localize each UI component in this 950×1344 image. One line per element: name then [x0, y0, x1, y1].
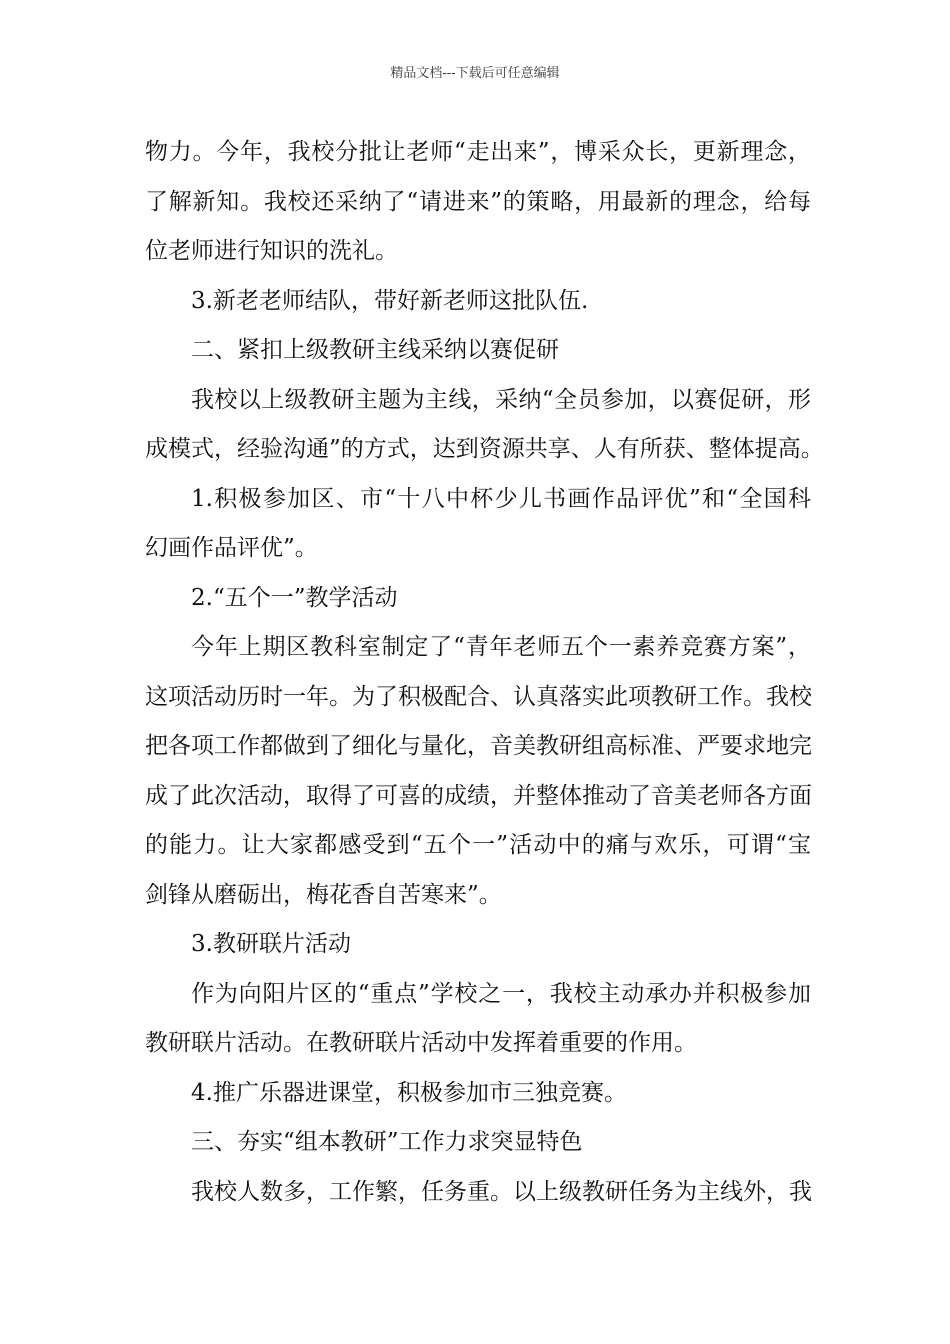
text-line: 幻画作品评优”。	[145, 535, 318, 561]
text-line: 了解新知。我校还采纳了“请进来”的策略，用最新的理念，给每	[145, 188, 811, 215]
text-line: 2.“五个一”教学活动	[191, 584, 398, 611]
text-line: 教研联片活动。在教研联片活动中发挥着重要的作用。	[145, 1030, 697, 1056]
text-line: 三、夯实“组本教研”工作力求突显特色	[191, 1129, 583, 1155]
text-line: 这项活动历时一年。为了积极配合、认真落实此项教研工作。我校	[145, 683, 812, 710]
text-line: 3.新老老师结队，带好新老师这批队伍.	[191, 287, 589, 314]
text-line: 1.积极参加区、市“十八中杯少儿书画作品评优”和“全国科	[191, 485, 811, 512]
text-line: 4.推广乐器进课堂，积极参加市三独竞赛。	[191, 1079, 627, 1106]
text-line: 二、紧扣上级教研主线采纳以赛促研	[191, 337, 559, 363]
text-line: 位老师进行知识的洗礼。	[145, 238, 398, 264]
text-line: 3.教研联片活动	[191, 931, 351, 957]
text-line: 物力。今年，我校分批让老师“走出来”，博采众长，更新理念，	[145, 139, 811, 165]
text-line: 成模式，经验沟通”的方式，达到资源共享、人有所获、整体提高。	[145, 436, 824, 462]
text-line: 的能力。让大家都感受到“五个一”活动中的痛与欢乐，可谓“宝	[145, 832, 811, 858]
text-line: 我校人数多，工作繁，任务重。以上级教研任务为主线外，我	[191, 1178, 812, 1205]
text-line: 今年上期区教科室制定了“青年老师五个一素养竞赛方案”，	[191, 634, 811, 660]
document-body	[145, 128, 824, 1217]
text-line: 我校以上级教研主题为主线，采纳“全员参加，以赛促研，形	[191, 386, 811, 413]
text-line: 成了此次活动，取得了可喜的成绩，并整体推动了音美老师各方面	[145, 782, 812, 809]
text-line: 剑锋从磨砺出，梅花香自苦寒来”。	[145, 881, 502, 908]
text-line: 把各项工作都做到了细化与量化，音美教研组高标准、严要求地完	[145, 733, 812, 759]
page-header: 精品文档---下载后可任意编辑	[390, 66, 560, 81]
text-line: 作为向阳片区的“重点”学校之一，我校主动承办并积极参加	[191, 980, 811, 1007]
